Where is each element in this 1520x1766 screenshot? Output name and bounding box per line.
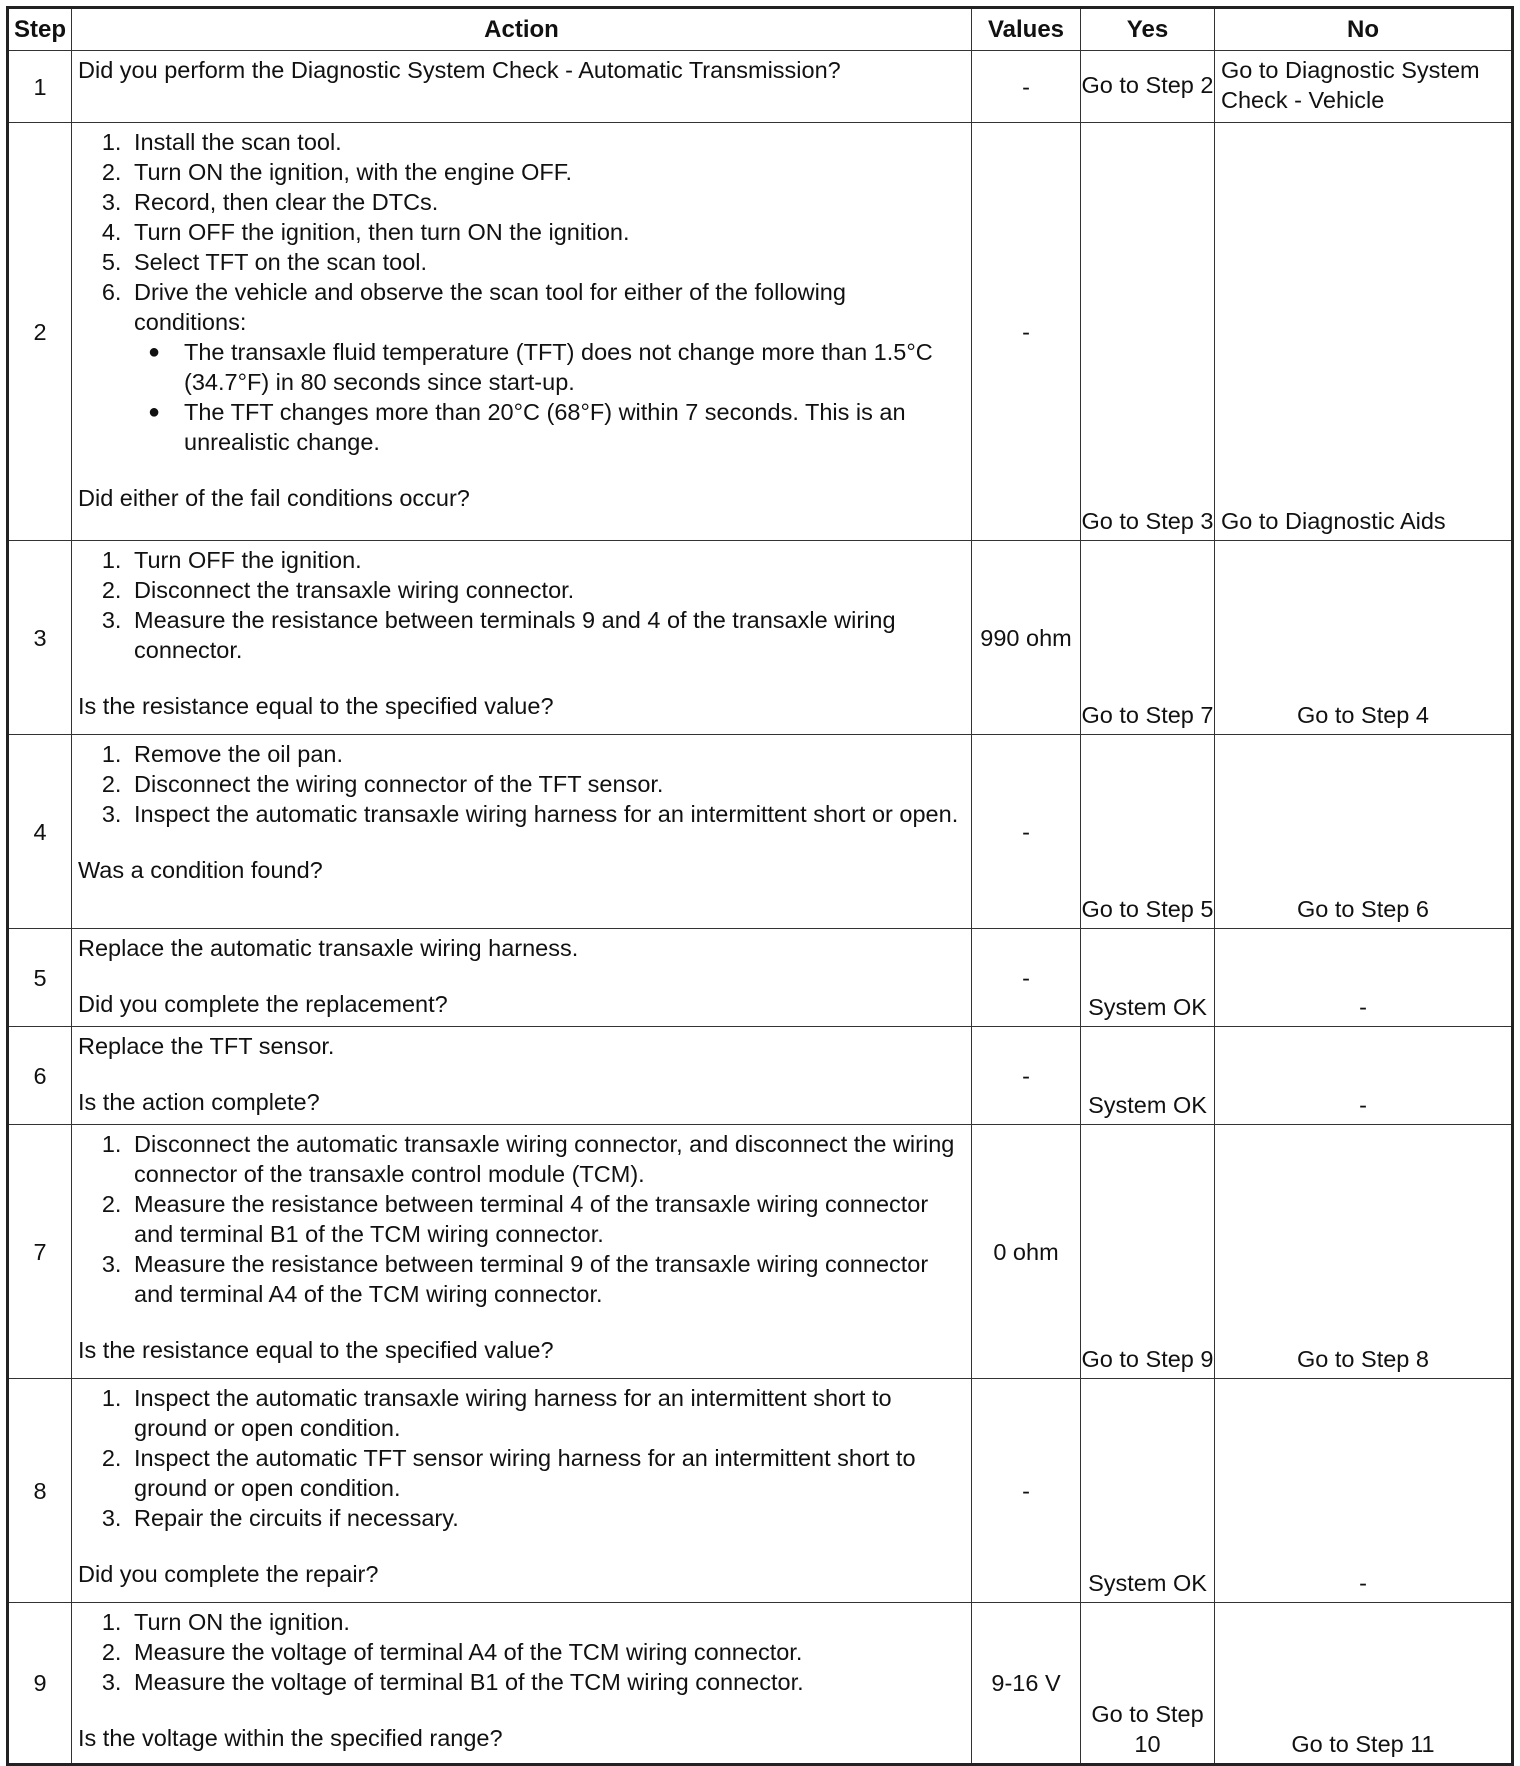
value-cell: - bbox=[972, 1379, 1081, 1603]
value-cell: - bbox=[972, 123, 1081, 541]
yes-cell: Go to Step 10 bbox=[1081, 1603, 1215, 1765]
step-number: 4 bbox=[8, 735, 72, 929]
action-step-item: 4. Turn OFF the ignition, then turn ON the ignition. bbox=[128, 217, 963, 247]
diagnostic-table bbox=[6, 6, 1514, 1766]
action-steps bbox=[78, 127, 963, 457]
value-cell: - bbox=[972, 1027, 1081, 1125]
condition-list bbox=[134, 337, 963, 457]
question-text: Is the resistance equal to the specified value? bbox=[78, 1337, 554, 1363]
header-values: Values bbox=[972, 8, 1081, 51]
action-text: Did you perform the Diagnostic System Check - Automatic Transmission? bbox=[78, 57, 841, 83]
table-row bbox=[8, 123, 1513, 541]
action-step-item: 2. Turn ON the ignition, with the engine OFF. bbox=[128, 157, 963, 187]
action-steps bbox=[78, 1383, 963, 1533]
value-cell: 0 ohm bbox=[972, 1125, 1081, 1379]
table-row bbox=[8, 929, 1513, 1027]
action-step-item: 1. Turn OFF the ignition. bbox=[128, 545, 963, 575]
yes-cell: Go to Step 3 bbox=[1081, 123, 1215, 541]
header-action: Action bbox=[72, 8, 972, 51]
step-number: 7 bbox=[8, 1125, 72, 1379]
action-text: Replace the TFT sensor. bbox=[78, 1033, 335, 1059]
action-cell bbox=[72, 929, 972, 1027]
action-step-item: 3. Measure the resistance between terminal 9 of the transaxle wiring connector and terminal A4 of the TCM wiring connector. bbox=[128, 1249, 963, 1309]
step-number: 8 bbox=[8, 1379, 72, 1603]
action-steps bbox=[78, 739, 963, 829]
table-row bbox=[8, 1379, 1513, 1603]
action-step-item: 3. Measure the voltage of terminal B1 of the TCM wiring connector. bbox=[128, 1667, 963, 1697]
step-number: 5 bbox=[8, 929, 72, 1027]
action-step-item: 3. Inspect the automatic transaxle wiring harness for an intermittent short or open. bbox=[128, 799, 963, 829]
action-step-item: 5. Select TFT on the scan tool. bbox=[128, 247, 963, 277]
step-number: 6 bbox=[8, 1027, 72, 1125]
table-row bbox=[8, 1027, 1513, 1125]
yes-cell: System OK bbox=[1081, 929, 1215, 1027]
header-step: Step bbox=[8, 8, 72, 51]
yes-cell: Go to Step 5 bbox=[1081, 735, 1215, 929]
no-cell: Go to Diagnostic System Check - Vehicle bbox=[1215, 51, 1513, 123]
table-row bbox=[8, 51, 1513, 123]
value-cell: - bbox=[972, 51, 1081, 123]
no-cell: Go to Step 11 bbox=[1215, 1603, 1513, 1765]
action-step-item: 2. Measure the voltage of terminal A4 of the TCM wiring connector. bbox=[128, 1637, 963, 1667]
question-text: Is the resistance equal to the specified value? bbox=[78, 693, 554, 719]
no-cell: Go to Diagnostic Aids bbox=[1215, 123, 1513, 541]
step-number: 2 bbox=[8, 123, 72, 541]
action-step-item: 1. Disconnect the automatic transaxle wiring connector, and disconnect the wiring connector of the transaxle control module (TCM). bbox=[128, 1129, 963, 1189]
step-number: 9 bbox=[8, 1603, 72, 1765]
yes-cell: Go to Step 7 bbox=[1081, 541, 1215, 735]
action-step-item: 1. Remove the oil pan. bbox=[128, 739, 963, 769]
question-text: Did you complete the replacement? bbox=[78, 991, 448, 1017]
action-step-item: 3. Measure the resistance between terminals 9 and 4 of the transaxle wiring connector. bbox=[128, 605, 963, 665]
action-steps bbox=[78, 545, 963, 665]
condition-item: ● The TFT changes more than 20°C (68°F) within 7 seconds. This is an unrealistic change. bbox=[178, 397, 963, 457]
table-row bbox=[8, 541, 1513, 735]
action-text: Replace the automatic transaxle wiring harness. bbox=[78, 935, 579, 961]
no-cell: - bbox=[1215, 1379, 1513, 1603]
step-number: 1 bbox=[8, 51, 72, 123]
table-row bbox=[8, 1603, 1513, 1765]
question-text: Did you complete the repair? bbox=[78, 1561, 379, 1587]
action-step-item: 2. Disconnect the wiring connector of the TFT sensor. bbox=[128, 769, 963, 799]
action-step-item: 2. Inspect the automatic TFT sensor wiring harness for an intermittent short to ground or open condition. bbox=[128, 1443, 963, 1503]
action-cell bbox=[72, 1603, 972, 1765]
action-steps bbox=[78, 1129, 963, 1309]
table-row bbox=[8, 735, 1513, 929]
yes-cell: Go to Step 9 bbox=[1081, 1125, 1215, 1379]
yes-cell: Go to Step 2 bbox=[1081, 51, 1215, 123]
no-cell: - bbox=[1215, 1027, 1513, 1125]
value-cell: - bbox=[972, 929, 1081, 1027]
header-no: No bbox=[1215, 8, 1513, 51]
action-step-item bbox=[128, 277, 963, 457]
no-cell: Go to Step 4 bbox=[1215, 541, 1513, 735]
value-cell: - bbox=[972, 735, 1081, 929]
action-cell bbox=[72, 1379, 972, 1603]
question-text: Is the voltage within the specified range? bbox=[78, 1725, 503, 1751]
action-cell bbox=[72, 123, 972, 541]
value-cell: 9-16 V bbox=[972, 1603, 1081, 1765]
value-cell: 990 ohm bbox=[972, 541, 1081, 735]
yes-cell: System OK bbox=[1081, 1027, 1215, 1125]
table-header-row bbox=[8, 8, 1513, 51]
question-text: Was a condition found? bbox=[78, 857, 323, 883]
no-cell: - bbox=[1215, 929, 1513, 1027]
no-cell: Go to Step 6 bbox=[1215, 735, 1513, 929]
action-step-item: 3. Repair the circuits if necessary. bbox=[128, 1503, 963, 1533]
action-cell bbox=[72, 735, 972, 929]
no-cell: Go to Step 8 bbox=[1215, 1125, 1513, 1379]
action-cell bbox=[72, 541, 972, 735]
action-step-item: 2. Measure the resistance between terminal 4 of the transaxle wiring connector and terminal B1 of the TCM wiring connector. bbox=[128, 1189, 963, 1249]
action-step-item: 1. Turn ON the ignition. bbox=[128, 1607, 963, 1637]
yes-cell: System OK bbox=[1081, 1379, 1215, 1603]
action-step-item: 2. Disconnect the transaxle wiring connector. bbox=[128, 575, 963, 605]
header-yes: Yes bbox=[1081, 8, 1215, 51]
question-text: Is the action complete? bbox=[78, 1089, 320, 1115]
action-cell bbox=[72, 1125, 972, 1379]
action-steps bbox=[78, 1607, 963, 1697]
action-step-item: 1. Inspect the automatic transaxle wiring harness for an intermittent short to ground or open condition. bbox=[128, 1383, 963, 1443]
action-cell bbox=[72, 51, 972, 123]
action-step-item: 3. Record, then clear the DTCs. bbox=[128, 187, 963, 217]
table-row bbox=[8, 1125, 1513, 1379]
action-step-item: 1. Install the scan tool. bbox=[128, 127, 963, 157]
action-cell bbox=[72, 1027, 972, 1125]
question-text: Did either of the fail conditions occur? bbox=[78, 485, 470, 511]
action-step-text: Drive the vehicle and observe the scan tool for either of the following conditions: bbox=[134, 279, 846, 335]
step-number: 3 bbox=[8, 541, 72, 735]
condition-item: ● The transaxle fluid temperature (TFT) does not change more than 1.5°C (34.7°F) in 80 seconds since start-up. bbox=[178, 337, 963, 397]
